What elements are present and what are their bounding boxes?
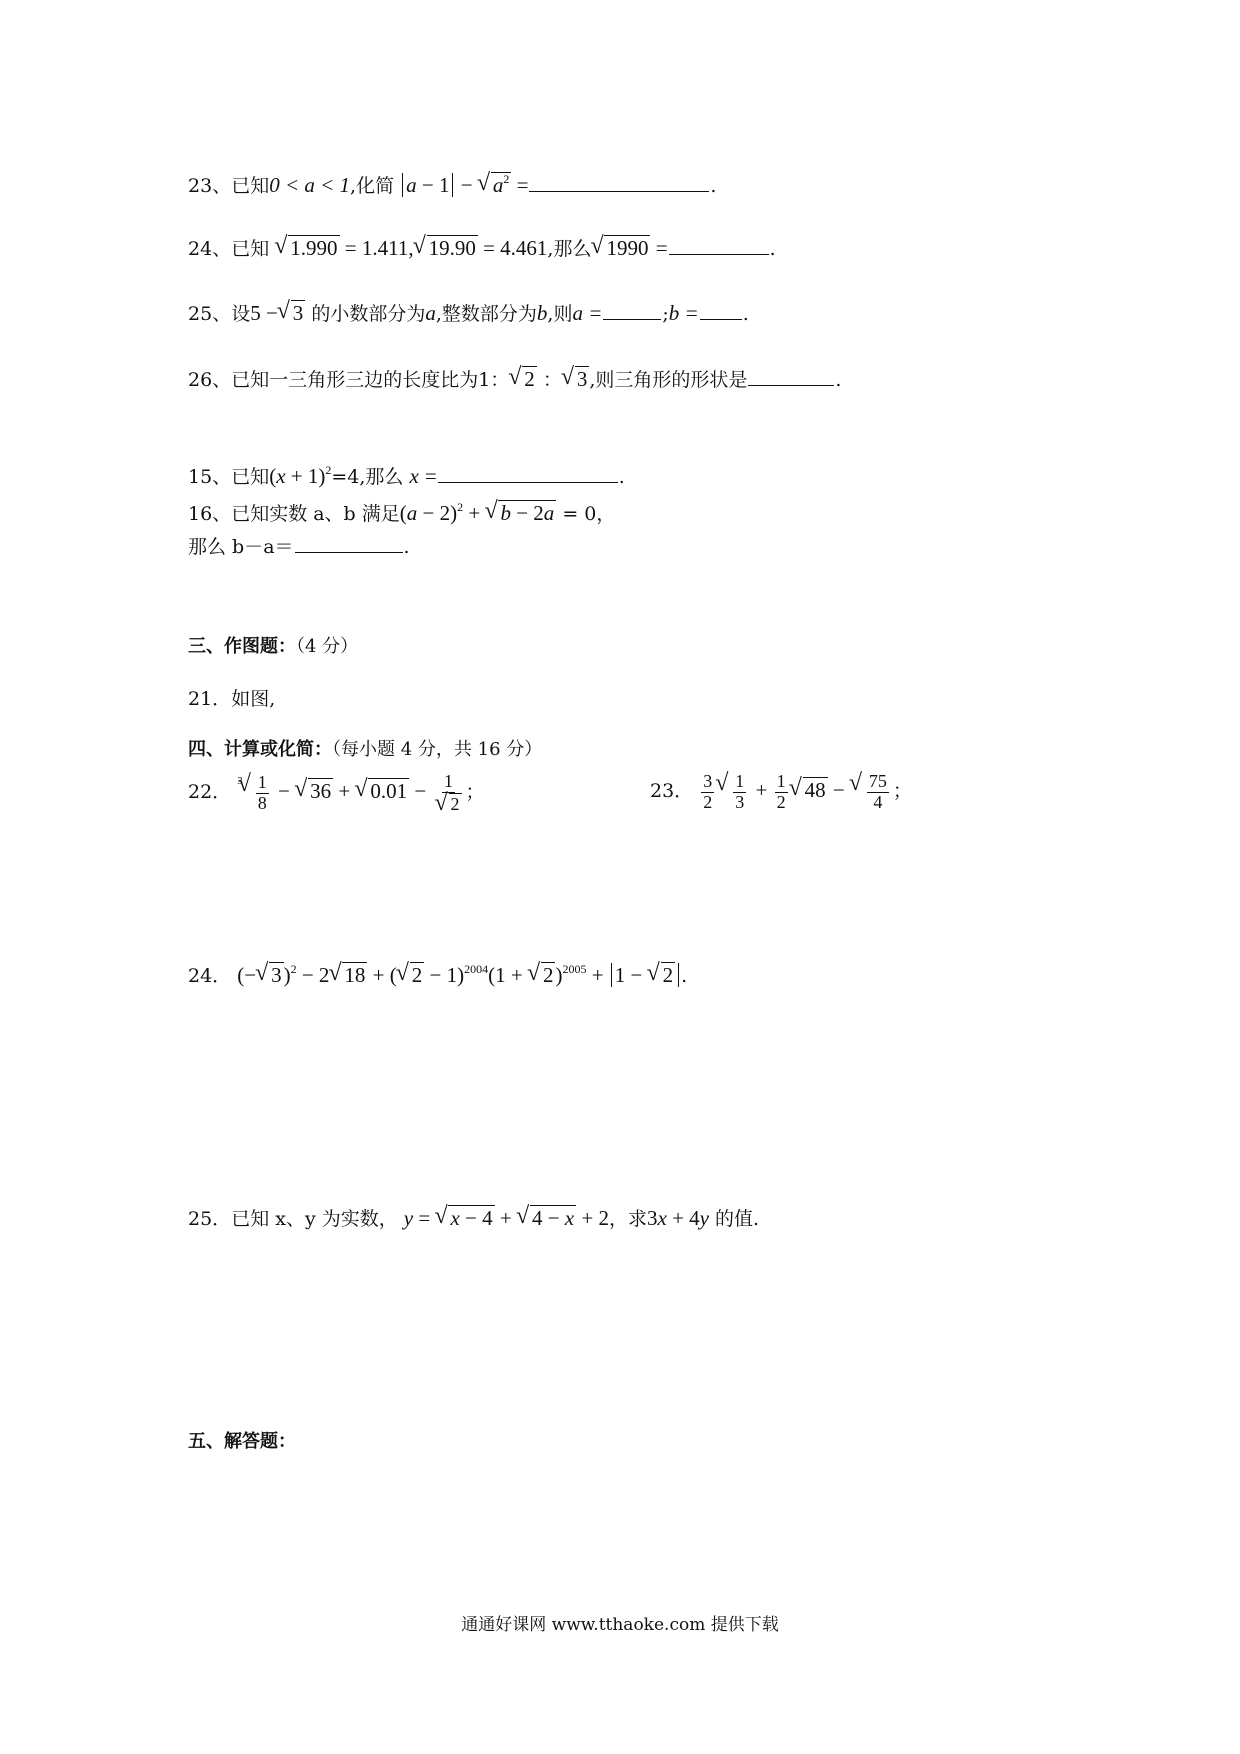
expression: √ 1.990 = 1.411,√ 19.90 = 4.461 [275,236,547,260]
answer-blank[interactable] [748,369,834,386]
expression: $^3$ √ $\frac{1}{8}$ − √ 36 + √ 0.01 − 1 √ 2 [237,779,465,803]
section-4-heading: 四、计算或化简：（每小题 4 分，共 16 分） [188,739,543,760]
question-number: 22． [188,781,232,804]
answer-blank[interactable] [295,536,403,553]
condition: 0 < a < 1 [269,173,351,197]
section-3-heading: 三、作图题：（4 分） [188,636,359,657]
question-number: 23． [650,780,694,803]
question-number: 15、 [188,466,232,488]
question-23-calc: 23． $\frac{3}{2}$ √ $\frac{1}{3}$ + $\frac{1}{2}$ √ 48 − √ $\frac{75}{4}$ ； [650,772,912,813]
question-15: 15、已知$(x + 1)^2=4$,那么 x = . [188,463,625,488]
question-number: 16、 [188,503,232,525]
question-25-fill: 25、设5 −√ 3 的小数部分为a,整数部分为b,则a = ;b = . [188,300,749,326]
question-number: 23、 [188,175,232,197]
answer-blank[interactable] [438,466,618,483]
question-number: 24、 [188,238,232,260]
answer-blank-a[interactable] [603,303,661,320]
expression: a − 1 − √ $a^2$ = [400,173,528,197]
question-number: 24． [188,965,232,987]
page-footer: 通通好课网 www.tthaoke.com 提供下载 [461,1615,779,1635]
answer-blank[interactable] [669,238,769,255]
question-25-calc: 25．已知 x、y 为实数， y = √ x − 4 + √ 4 − x + 2，求3x + 4y 的值. [188,1205,759,1231]
question-24-fill: 24、已知 √ 1.990 = 1.411,√ 19.90 = 4.461,那么√ 1990 = . [188,235,776,261]
question-number: 25． [188,1208,232,1230]
question-16: 16、已知实数 a、b 满足$(a - 2)^2$ + √ b − 2a = 0， [188,500,615,526]
question-number: 26、 [188,369,232,391]
question-21: 21．如图, [188,688,276,710]
question-24-calc: 24． (−√ 3)$^2$ − 2√ 18 + (√ 2 − 1)$^{2004}$(1 + √ 2)$^{2005}$ + 1 − √ 2 . [188,962,687,988]
question-number: 25、 [188,303,232,325]
answer-blank[interactable] [529,175,709,192]
question-26-fill: 26、已知一三角形三边的长度比为1：√ 2 ：√ 3 ,则三角形的形状是 . [188,366,841,392]
question-16-line2: 那么 b－a＝ . [188,536,410,558]
expression: $\frac{3}{2}$ √ $\frac{1}{3}$ + $\frac{1}{2}$ √ 48 − √ $\frac{75}{4}$ [699,778,893,802]
question-23-fill: 23、已知0 < a < 1,化简 a − 1 − √ $a^2$ = . [188,172,716,198]
question-22-calc: 22． $^3$ √ $\frac{1}{8}$ − √ 36 + √ 0.01 − 1 √ 2 ； [188,772,485,815]
expression: y = √ x − 4 + √ 4 − x + 2 [404,1206,609,1230]
expression: (−√ 3)$^2$ − 2√ 18 + (√ 2 − 1)$^{2004}$(1 + √ 2)$^{2005}$ + 1 − √ 2 [237,963,681,987]
section-5-heading: 五、解答题： [188,1431,296,1452]
answer-blank-b[interactable] [700,303,742,320]
